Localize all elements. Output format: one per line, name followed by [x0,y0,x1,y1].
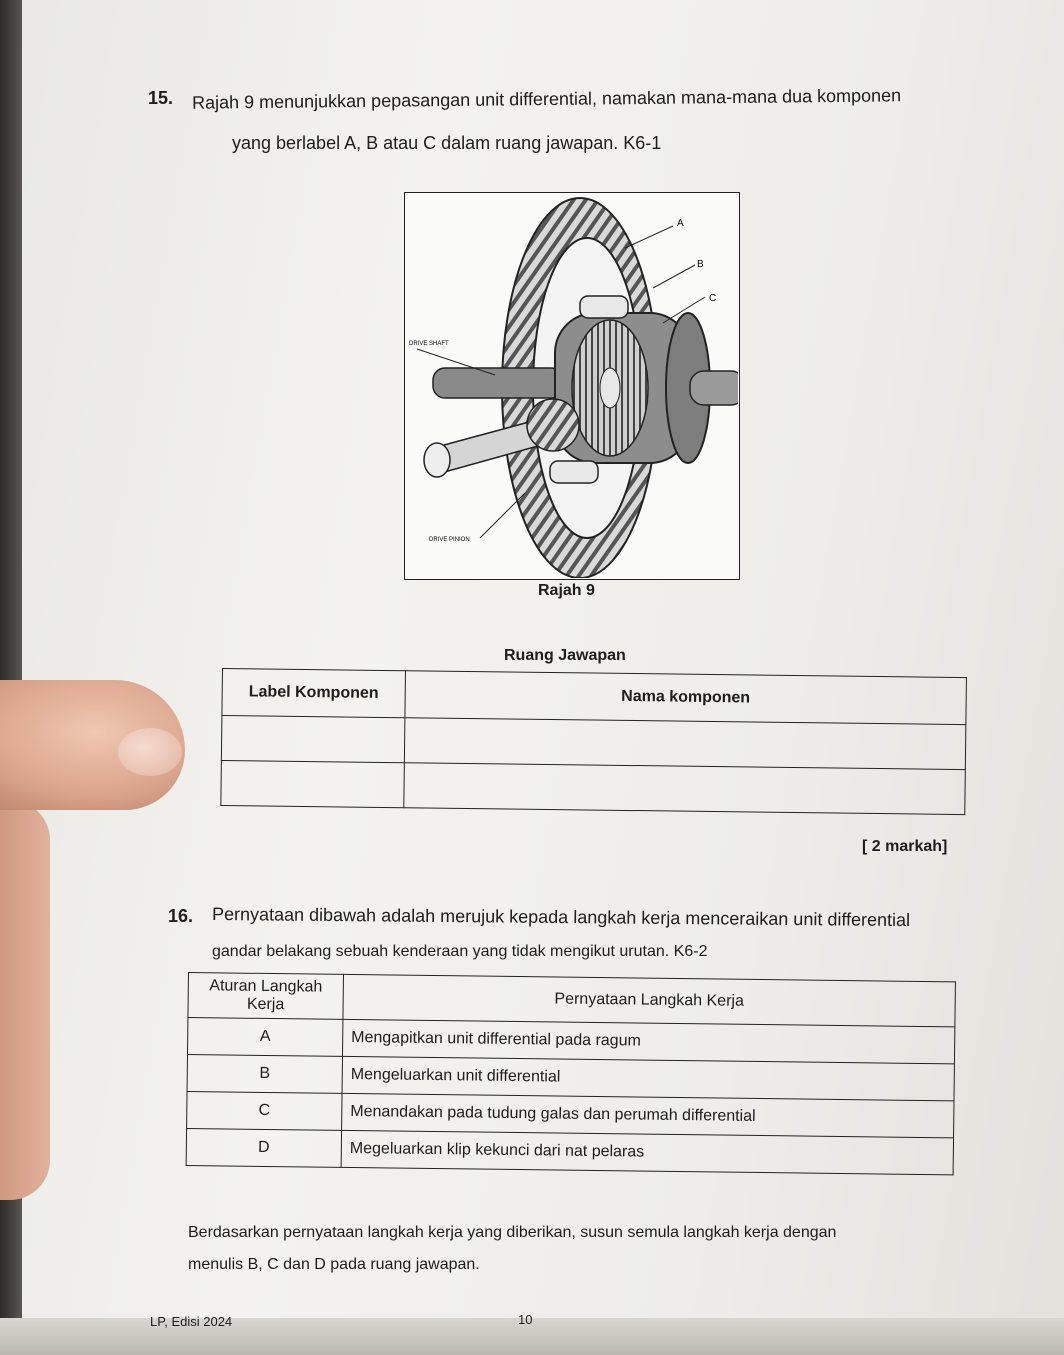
label-b: B [697,259,704,270]
fingernail [118,728,182,776]
q16-line1: Pernyataan dibawah adalah merujuk kepada langkah kerja menceraikan unit differential [211,903,911,931]
step-text: Mengeluarkan unit differential [342,1056,954,1100]
col-aturan: Aturan Langkah Kerja [188,973,344,1020]
step-text: Megeluarkan klip kekunci dari nat pelaras [341,1130,953,1174]
label-drive-shaft: DRIVE SHAFT [409,341,449,347]
page-number: 10 [518,1312,533,1327]
differential-figure [404,192,740,580]
q15-line1: Rajah 9 menunjukkan pepasangan unit differential, namakan mana-mana dua komponen [191,85,902,113]
label-c: C [709,293,717,304]
step-label: B [187,1055,342,1094]
answer-cell-label-2[interactable] [221,760,405,807]
figure-caption: Rajah 9 [538,582,595,599]
answer-space-title: Ruang Jawapan [504,647,626,664]
q16-number: 16. [168,906,194,926]
answer-cell-label-1[interactable] [221,716,405,763]
q16-instruction-1: Berdasarkan pernyataan langkah kerja yang diberikan, susun semula langkah kerja dengan [188,1224,837,1241]
step-label: D [186,1128,341,1167]
step-text: Menandakan pada tudung galas dan perumah differential [342,1093,954,1137]
col-label-komponen: Label Komponen [222,669,406,718]
col-nama-komponen: Nama komponen [405,671,967,725]
step-label: C [187,1091,342,1130]
answer-cell-name-2[interactable] [404,763,966,815]
label-drive-pinion: DRIVE PINION [429,537,470,543]
label-a: A [677,218,684,229]
marks: [ 2 markah] [862,838,948,855]
footer-edition: LP, Edisi 2024 [150,1314,233,1329]
answer-row-2 [221,760,965,814]
step-text: Mengapitkan unit differential pada ragum [342,1019,954,1063]
step-label: A [187,1018,342,1057]
q15-line2: yang berlabel A, B atau C dalam ruang jawapan. K6-1 [232,133,662,153]
hand [0,800,50,1200]
steps-table [186,972,956,1175]
q15-number: 15. [148,88,174,108]
answer-cell-name-1[interactable] [404,718,966,770]
q16-instruction-2: menulis B, C dan D pada ruang jawapan. [188,1256,480,1273]
col-pernyataan: Pernyataan Langkah Kerja [343,974,956,1026]
differential-drawing [405,193,738,578]
q16-line2: gandar belakang sebuah kenderaan yang tidak mengikut urutan. K6-2 [212,943,708,960]
answer-table [220,668,967,815]
